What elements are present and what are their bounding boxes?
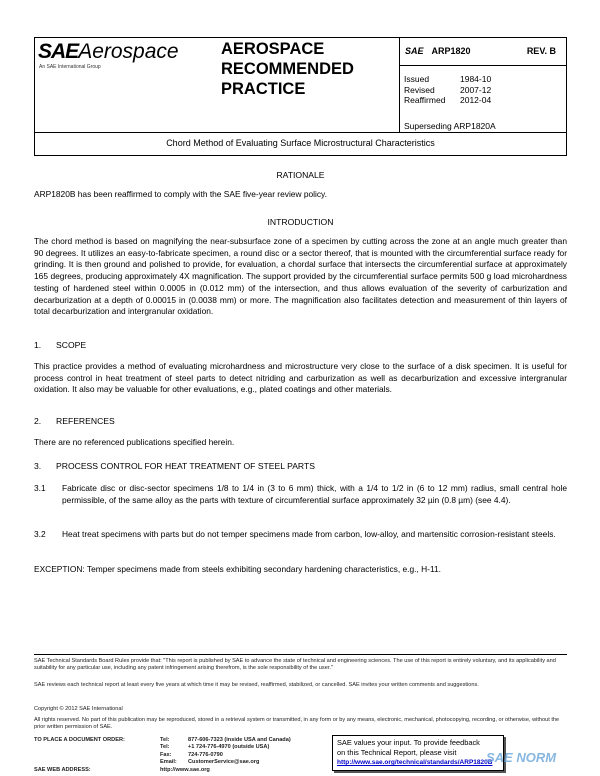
introduction-text: The chord method is based on magnifying the near-subsurface zone of a specimen by cutting across the zone at an angle much greater than 90 degrees. It utilizes an easy-to-fabricate specimen, a round disc or a sector thereof, that is mounted with the circumferential surface ready for grinding. It is then ground and polished to provide, for evaluation, a chordal surface that intersects the circumferential surface at approximately 165 degrees, producing approximately 4X magnification. The support provided by the circumferential surface permits 500 g load microhardness testing of hardened steel within 0.0005 in (0.012 mm) of the intersection, and thus allows evaluation of the severity of carburization and decarburization at a depth of 0.00015 in (0.0038 mm) or more. The magnification also facilitates detection and measurement of thin layers of total decarburization and intergranular oxidation. [34,236,567,317]
date-list [404,74,491,106]
superseding: Superseding ARP1820A [404,121,496,131]
section-title: SCOPE [56,340,87,350]
date-label: Issued [404,74,430,84]
feedback-link[interactable]: http://www.sae.org/technical/standards/ARP1820B [337,759,493,767]
date-row [404,85,491,96]
order-contacts [160,737,330,774]
paragraph-3-1 [34,483,567,506]
date-value: 2012-04 [460,95,492,105]
footer-divider [34,654,567,655]
email-link[interactable]: CustomerService@sae.org [188,759,260,766]
section-1-heading [34,340,86,350]
logo-bold: SAE [38,40,79,63]
contact-label: Fax: [160,751,172,758]
order-label: TO PLACE A DOCUMENT ORDER: [34,737,125,743]
contact-row [160,744,330,751]
contact-value: +1 724-776-4970 (outside USA) [188,744,270,751]
feedback-text: on this Technical Report, please visit [337,747,457,757]
footer-copyright: Copyright © 2012 SAE International [34,706,123,712]
doc-type-line: PRACTICE [221,80,306,98]
logo-text: Aerospace [78,40,179,63]
contact-row [160,752,330,759]
section-2-heading [34,416,115,426]
document-number [405,46,560,56]
section-title: PROCESS CONTROL FOR HEAT TREATMENT OF STEEL PARTS [56,461,315,471]
scope-text: This practice provides a method of evaluating microhardness and microstructure very close to the surface of a disk specimen. It is useful for process control in heat treatment of steel parts to detect nitriding and carburization as well as decarburization and excessive intergranular oxidation. It also may be valuable for other evaluations, e.g., plated coatings and other materials. [34,361,567,395]
contact-label: Tel: [160,744,170,751]
feedback-text: SAE values your input. To provide feedback [337,738,480,747]
web-label: SAE WEB ADDRESS: [34,767,91,773]
paragraph-number: 3.2 [34,529,46,539]
paragraph-text: Fabricate disc or disc-sector specimens 1/8 to 1/4 in (3 to 6 mm) thick, with a 1/4 to 1/2 in (6 to 12 mm) radius, small central hole permissible, of the same alloy as the parts with texture of circumferential surface approximately 32 µin (0.8 µm) (see 4.4). [62,483,567,505]
date-label: Revised [404,84,435,95]
paragraph-3-2 [34,529,567,541]
doc-type-line: AEROSPACE [221,40,325,58]
sae-small-logo: SAE [405,46,424,56]
section-title: REFERENCES [56,416,115,426]
date-value: 1984-10 [460,74,492,84]
paragraph-number: 3.1 [34,483,46,493]
date-label: Reaffirmed [404,95,446,105]
document-header [34,37,567,156]
contact-value: 724-776-0790 [188,751,223,758]
watermark-logo: SAE NORM [486,750,557,765]
footer-rights: All rights reserved. No part of this publication may be reproduced, stored in a retrieval system or transmitted, in any form or by any means, electronic, mechanical, photocopying, recording, or otherwise, without the prior written permission of SAE. [34,717,560,731]
introduction-heading: INTRODUCTION [267,217,334,227]
document-type [221,39,354,99]
doc-type-line: RECOMMENDED [221,60,354,78]
document-title: Chord Method of Evaluating Surface Microstructural Characteristics [166,138,435,148]
paragraph-text: Heat treat specimens with parts but do not temper specimens made from carbon, low-alloy, and martensitic corrosion-resistant steels. [62,529,556,539]
rationale-heading: RATIONALE [276,170,325,180]
section-number: 1. [34,340,42,350]
footer-rules: SAE Technical Standards Board Rules provide that: "This report is published by SAE to advance the state of technical and engineering sciences. The use of this report is entirely voluntary, and its applicability and suitability for any particular use, including any patent infringement arising therefrom, is the sole responsibility of the user." [34,658,556,672]
date-value: 2007-12 [460,84,492,95]
footer-review: SAE reviews each technical report at least every five years at which time it may be revised, reaffirmed, stabilized, or cancelled. SAE invites your written comments and suggestions. [34,682,479,688]
contact-row [160,737,330,744]
contact-label: Email: [160,759,177,766]
feedback-box [332,735,504,771]
date-row [404,74,491,85]
doc-number: ARP1820 [431,46,471,56]
contact-label: Tel: [160,737,170,743]
contact-value: 877-606-7323 (inside USA and Canada) [188,737,291,743]
contact-row [160,759,330,766]
references-text: There are no referenced publications specified herein. [34,437,235,447]
revision: REV. B [526,46,556,56]
sae-aerospace-logo [38,40,179,64]
web-address-link[interactable]: http://www.sae.org [160,766,210,773]
exception-text: EXCEPTION: Temper specimens made from steels exhibiting secondary hardening characteristics, e.g., H-11. [34,564,441,574]
section-number: 2. [34,416,42,426]
logo-subtitle: An SAE International Group [39,64,101,70]
section-3-heading [34,461,315,471]
section-number: 3. [34,461,42,471]
rationale-text: ARP1820B has been reaffirmed to comply with the SAE five-year review policy. [34,189,327,199]
web-row [160,767,330,774]
date-row [404,95,491,106]
